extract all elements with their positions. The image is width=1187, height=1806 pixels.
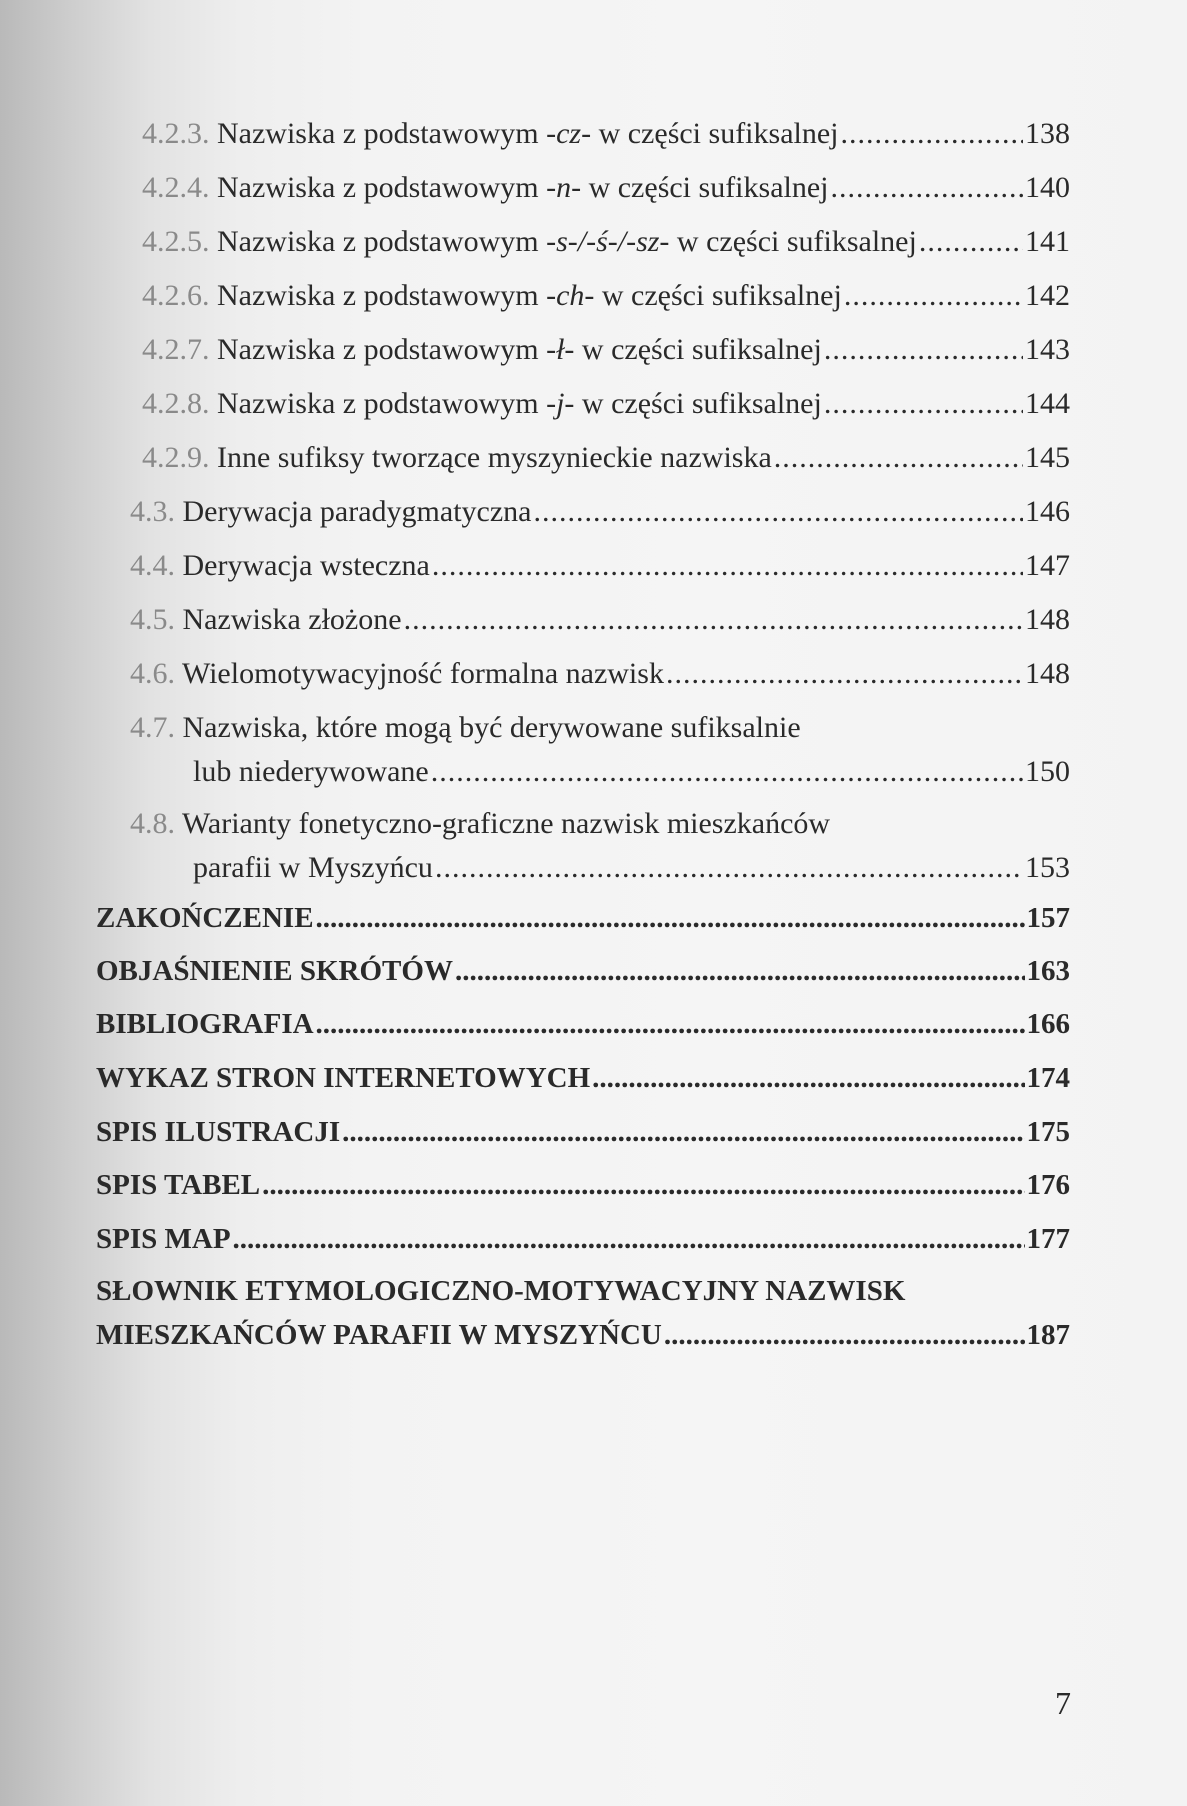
- toc-dot-leader: [262, 1163, 1024, 1207]
- toc-entry-title: BIBLIOGRAFIA: [96, 1008, 314, 1040]
- toc-entry-title: Nazwiska z podstawowym -j- w części sufiksalnej: [217, 387, 822, 420]
- toc-entry-page: 177: [1026, 1223, 1070, 1255]
- toc-entry-number: 4.2.3.: [142, 117, 210, 150]
- toc-entry-bold: [0, 896, 1187, 940]
- toc-entry-title: OBJAŚNIENIE SKRÓTÓW: [96, 955, 453, 987]
- toc-entry-page: 142: [1025, 279, 1070, 312]
- toc-entry-page: 144: [1025, 387, 1070, 420]
- toc-entry-page: 146: [1025, 495, 1070, 528]
- toc-entry-page: 153: [1025, 851, 1070, 884]
- toc-entry: [0, 328, 1187, 372]
- toc-entry-page: 175: [1026, 1116, 1070, 1148]
- toc-dot-leader: [824, 328, 1023, 372]
- toc-entry-title: Nazwiska z podstawowym -ł- w części sufiksalnej: [217, 333, 822, 366]
- toc-dot-leader: [404, 598, 1023, 642]
- toc-dot-leader: [831, 166, 1024, 210]
- toc-dot-leader: [316, 896, 1025, 940]
- toc-entry-page: 166: [1026, 1008, 1070, 1040]
- toc-entry-page: 187: [1026, 1319, 1070, 1351]
- toc-entry-title: Derywacja wsteczna: [182, 549, 430, 582]
- toc-entry-bold: [0, 1269, 1187, 1361]
- toc-dot-leader: [824, 382, 1023, 426]
- toc-entry-page: 147: [1025, 549, 1070, 582]
- toc-entry-title: Nazwiska z podstawowym -ch- w części sufiksalnej: [217, 279, 842, 312]
- toc-entry-page: 148: [1025, 657, 1070, 690]
- toc-entry: [0, 274, 1187, 318]
- toc-entry-number: 4.5.: [130, 603, 175, 636]
- toc-entry-page: 148: [1025, 603, 1070, 636]
- toc-entry-page: 143: [1025, 333, 1070, 366]
- toc-entry: [0, 382, 1187, 426]
- toc-dot-leader: [841, 112, 1024, 156]
- toc-entry-title: SPIS MAP: [96, 1223, 231, 1255]
- toc-entry-page: 176: [1026, 1169, 1070, 1201]
- toc-entry-title-continued: parafii w Myszyńcu: [193, 851, 433, 884]
- toc-entry-bold: [0, 1056, 1187, 1100]
- toc-entry: [0, 706, 1187, 802]
- toc-entry: [0, 598, 1187, 642]
- toc-entry-page: 138: [1025, 117, 1070, 150]
- toc-dot-leader: [342, 1110, 1024, 1154]
- toc-entry-number: 4.2.8.: [142, 387, 210, 420]
- page-number: 7: [1055, 1685, 1071, 1721]
- toc-entry-title: SŁOWNIK ETYMOLOGICZNO-MOTYWACYJNY NAZWISK: [96, 1275, 906, 1307]
- toc-entry-number: 4.4.: [130, 549, 175, 582]
- toc-entry-title: Nazwiska z podstawowym -s-/-ś-/-sz- w części sufiksalnej: [217, 225, 917, 258]
- toc-dot-leader: [533, 490, 1023, 534]
- toc-dot-leader: [316, 1002, 1025, 1046]
- toc-entry-number: 4.2.6.: [142, 279, 210, 312]
- toc-dot-leader: [592, 1056, 1024, 1100]
- toc-entry-number: 4.6.: [130, 657, 175, 690]
- toc-entry-page: 174: [1026, 1062, 1070, 1094]
- toc-entry: [0, 652, 1187, 696]
- toc-entry-number: 4.3.: [130, 495, 175, 528]
- toc-entry-title-continued: lub niederywowane: [193, 755, 429, 788]
- toc-entry: [0, 112, 1187, 156]
- toc-entry-page: 145: [1025, 441, 1070, 474]
- toc-entry-number: 4.8.: [130, 807, 175, 840]
- toc-entry-page: 150: [1025, 755, 1070, 788]
- toc-entry-bold: [0, 949, 1187, 993]
- toc-entry-title: Warianty fonetyczno-graficzne nazwisk mieszkańców: [181, 807, 831, 840]
- toc-entry-title: Nazwiska złożone: [182, 603, 402, 636]
- toc-entry-title: Nazwiska z podstawowym -n- w części sufiksalnej: [217, 171, 829, 204]
- toc-dot-leader: [435, 846, 1023, 890]
- toc-entry-title: SPIS ILUSTRACJI: [96, 1116, 341, 1148]
- toc-entry-number: 4.7.: [130, 711, 175, 744]
- toc-entry-bold: [0, 1002, 1187, 1046]
- toc-entry: [0, 802, 1187, 898]
- toc-entry-page: 157: [1026, 902, 1070, 934]
- toc-entry-number: 4.2.4.: [142, 171, 210, 204]
- toc-entry-page: 163: [1026, 955, 1070, 987]
- toc-dot-leader: [455, 949, 1025, 993]
- toc-entry: [0, 544, 1187, 588]
- toc-dot-leader: [666, 652, 1023, 696]
- toc-dot-leader: [844, 274, 1023, 318]
- toc-dot-leader: [431, 750, 1023, 794]
- toc-entry-number: 4.2.9.: [142, 441, 210, 474]
- toc-entry-title: ZAKOŃCZENIE: [96, 902, 314, 934]
- toc-entry-bold: [0, 1217, 1187, 1261]
- toc-entry: [0, 220, 1187, 264]
- toc-dot-leader: [664, 1313, 1025, 1357]
- toc-dot-leader: [233, 1217, 1025, 1261]
- toc-dot-leader: [919, 220, 1023, 264]
- toc-dot-leader: [774, 436, 1023, 480]
- toc-entry-title-continued: MIESZKAŃCÓW PARAFII W MYSZYŃCU: [96, 1319, 662, 1351]
- toc-entry-title: Nazwiska, które mogą być derywowane sufiksalnie: [182, 711, 801, 744]
- toc-entry-title: Wielomotywacyjność formalna nazwisk: [181, 657, 664, 690]
- toc-entry-title: Nazwiska z podstawowym -cz- w części sufiksalnej: [217, 117, 839, 150]
- toc-entry-title: Inne sufiksy tworzące myszynieckie nazwiska: [217, 441, 772, 474]
- toc-entry-bold: [0, 1110, 1187, 1154]
- toc-entry: [0, 166, 1187, 210]
- toc-entry-number: 4.2.7.: [142, 333, 210, 366]
- toc-entry-number: 4.2.5.: [142, 225, 210, 258]
- toc-entry: [0, 436, 1187, 480]
- toc-entry-page: 140: [1025, 171, 1070, 204]
- toc-entry-title: SPIS TABEL: [96, 1169, 261, 1201]
- toc-entry-title: Derywacja paradygmatyczna: [182, 495, 532, 528]
- toc-entry-title: WYKAZ STRON INTERNETOWYCH: [96, 1062, 591, 1094]
- toc-entry: [0, 490, 1187, 534]
- toc-entry-bold: [0, 1163, 1187, 1207]
- toc-dot-leader: [432, 544, 1023, 588]
- toc-entry-page: 141: [1025, 225, 1070, 258]
